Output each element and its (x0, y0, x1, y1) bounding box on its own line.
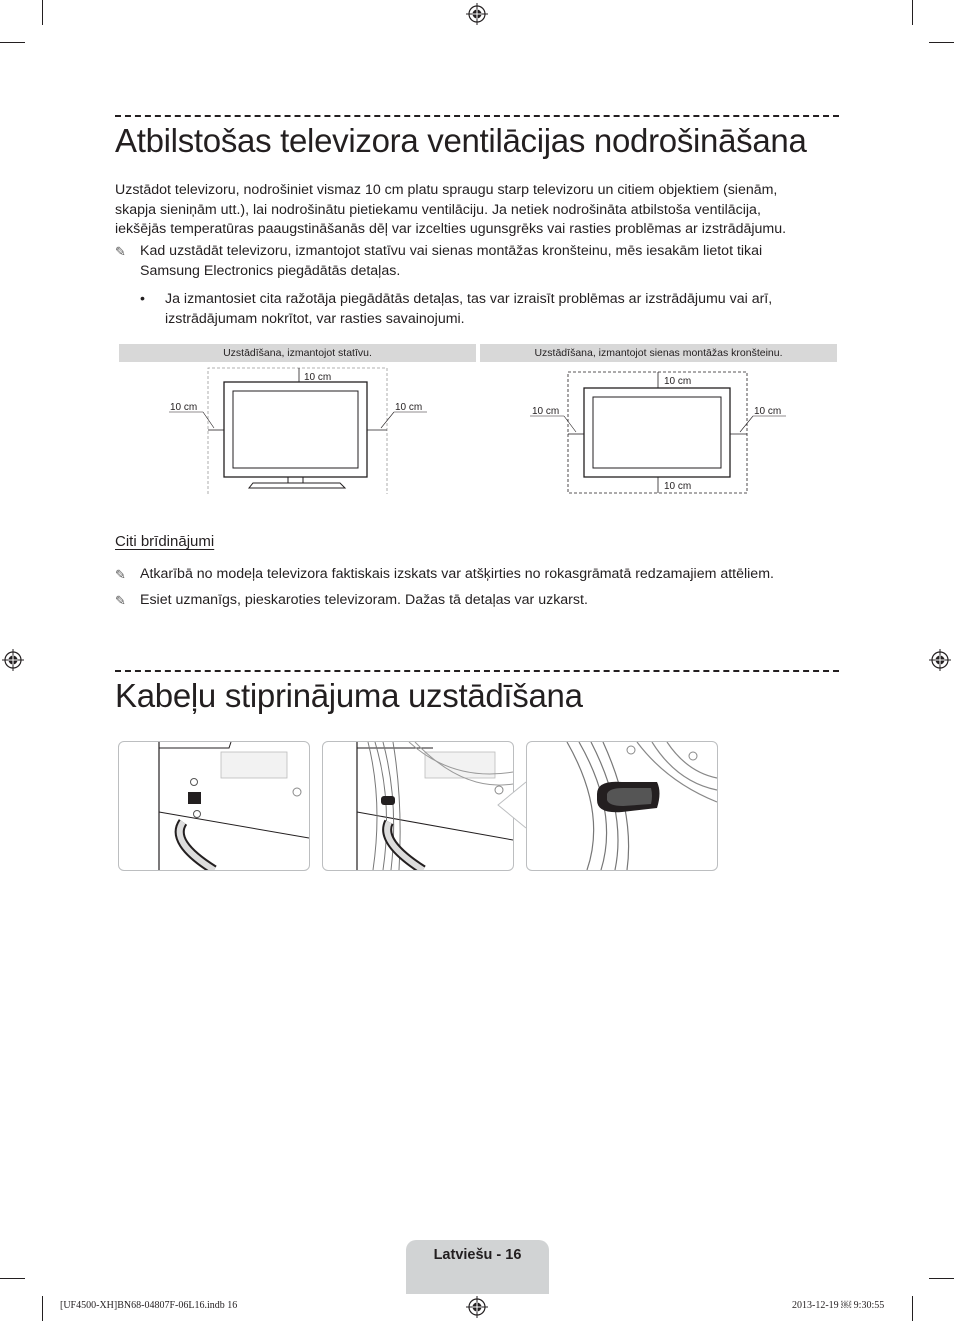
stand-top-gap-label: 10 cm (304, 372, 332, 383)
wall-diagram-caption: Uzstādīšana, izmantojot sienas montāžas kronšteinu. (480, 344, 837, 362)
registration-mark-icon (466, 1296, 488, 1318)
wall-bottom-gap-label: 10 cm (664, 481, 692, 492)
intro-line: skapja sieniņām utt.), lai nodrošinātu pietiekamu ventilāciju. Ja netiek nodrošināta atbilstoša ventilācija, (115, 201, 761, 218)
pencil-note-icon: ✎ (115, 244, 126, 259)
crop-mark (912, 1296, 913, 1321)
wall-top-gap-label: 10 cm (664, 376, 692, 387)
stand-diagram-caption: Uzstādīšana, izmantojot statīvu. (119, 344, 476, 362)
imprint-filename: [UF4500-XH]BN68-04807F-06L16.indb 16 (60, 1300, 238, 1311)
section-title-cable-holder: Kabeļu stiprinājuma uzstādīšana (115, 677, 583, 714)
warning-line: Esiet uzmanīgs, pieskaroties televizoram. Dažas tā detaļas var uzkarst. (140, 592, 588, 608)
imprint-timestamp: 2013-12-19 ￼ 9:30:55 (792, 1300, 885, 1311)
stand-right-gap-label: 10 cm (395, 402, 423, 413)
crop-mark (929, 42, 954, 43)
section-title-ventilation: Atbilstošas televizora ventilācijas nodrošināšana (115, 122, 807, 159)
wall-mount-installation-diagram (480, 362, 837, 497)
cable-holder-step-1-illustration (118, 741, 310, 871)
intro-line: Uzstādot televizoru, nodrošiniet vismaz 10 cm platu spraugu starp televizoru un citiem objektiem (sienām, (115, 182, 778, 198)
wall-right-gap-label: 10 cm (754, 406, 782, 417)
registration-mark-icon (466, 3, 488, 25)
stand-installation-diagram (119, 362, 476, 497)
note-line: Kad uzstādāt televizoru, izmantojot statīvu vai sienas montāžas kronšteinu, mēs iesakām lietot tikai (140, 243, 763, 259)
note-line: Samsung Electronics piegādātās detaļas. (140, 262, 401, 279)
crop-mark (929, 1278, 954, 1279)
intro-line: iekšējās temperatūras paaugstināšanās dēļ var izcelties ugunsgrēks vai rasties problēmas ar izstrādājumu. (115, 221, 787, 237)
crop-mark (42, 1296, 43, 1321)
cable-holder-step-2-illustration (322, 741, 514, 871)
crop-mark (0, 42, 25, 43)
crop-mark (912, 0, 913, 25)
pencil-note-icon: ✎ (115, 593, 126, 608)
page-number-label: Latviešu - 16 (433, 1247, 522, 1263)
registration-mark-icon (929, 649, 951, 671)
crop-mark (0, 1278, 25, 1279)
intro-paragraph (115, 181, 835, 240)
section-divider (115, 670, 839, 672)
callout-arrow-icon (496, 780, 528, 830)
cable-holder-step-3-illustration (526, 741, 718, 871)
warning-line: Atkarībā no modeļa televizora faktiskais izskats var atšķirties no rokasgrāmatā redzamajiem attēliem. (140, 566, 774, 582)
bullet-line: Ja izmantosiet cita ražotāja piegādātās detaļas, tas var izraisīt problēmas ar izstrādājumu vai arī, (165, 291, 773, 307)
bullet-line: izstrādājumam nokrītot, var rasties savainojumi. (165, 310, 465, 327)
warnings-heading: Citi brīdinājumi (115, 533, 215, 550)
pencil-note-icon: ✎ (115, 567, 126, 582)
crop-mark (42, 0, 43, 25)
section-divider (115, 115, 839, 117)
wall-left-gap-label: 10 cm (532, 406, 560, 417)
stand-left-gap-label: 10 cm (170, 402, 198, 413)
bullet-symbol: • (140, 291, 145, 307)
registration-mark-icon (2, 649, 24, 671)
